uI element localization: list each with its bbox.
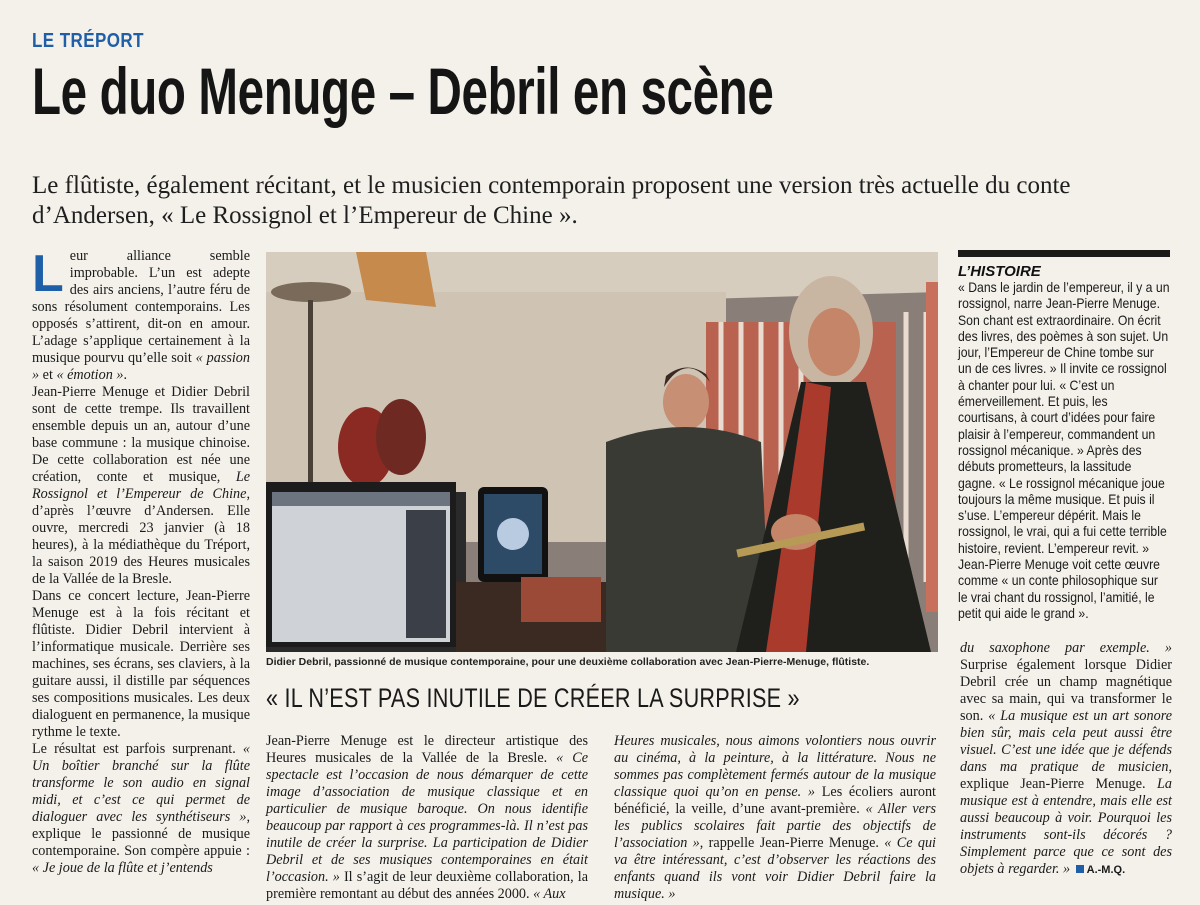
text: , d’après l’œuvre d’Andersen. Elle ouvre, mercredi 23 janvier (à 18 heures), à la médiathèque du Tréport, la saison 2019 des Heures musicales de la Vallée de la Bresle.	[32, 486, 250, 587]
paragraph	[32, 245, 250, 384]
body-column-1	[32, 245, 250, 877]
text: .	[123, 367, 127, 383]
sidebar-title: L’HISTOIRE	[958, 263, 1041, 280]
article-standfirst: Le flûtiste, également récitant, et le musicien contemporain proposent une version très actuelle du conte d’Andersen, « Le Rossignol et l’Empereur de Chine ».	[32, 172, 1071, 229]
text: Le Rossignol et l’Empereur de Chine	[32, 469, 250, 502]
paragraph	[614, 733, 936, 903]
text: Il s’agit de leur deuxième collaboration, la première remontant au début des années 2000.	[266, 869, 588, 902]
sidebar-text: « Dans le jardin de l’empereur, il y a un rossignol, narre Jean-Pierre Menuge. Son chant est extraordinaire. On écrit des livres, des poèmes à son sujet. Un jour, l’Empereur de Chine tombe sur un de ces livres. » Il invite ce rossignol à chanter pour lui. « C’est un émerveillement. Et puis, les courtisans, à court d’idées pour faire plaisir à l’empereur, commandent un rossignol mécanique. » Après des débuts prometteurs, la lassitude gagne. « Le rossignol mécanique joue toujours la même musique. Et puis il s’use. L’empereur dépérit. Mais le rossignol, le vrai, qui a fui cette terrible histoire, revient. L’empereur revit. » Jean-Pierre Menuge voit cette œuvre comme « un conte philosophique sur le vrai chant du rossignol, l’amitié, le petit qui aide le grand ».	[958, 280, 1170, 621]
signature-square-icon	[1076, 865, 1084, 873]
paragraph	[960, 640, 1172, 879]
text: , explique Jean-Pierre Menuge.	[960, 759, 1172, 792]
text: « Aller vers les publics scolaires fait partie des objectifs de l’association »	[614, 801, 936, 851]
text: « émotion »	[56, 367, 124, 383]
text: Le résultat est parfois surprenant.	[32, 741, 243, 757]
drop-cap: L	[32, 245, 64, 303]
paragraph	[32, 741, 250, 877]
text: Surprise également lorsque Didier Debril crée un champ magnétique avec sa main, qui va transformer le son.	[960, 657, 1172, 724]
paragraph	[266, 733, 588, 903]
text: « Ce spectacle est l’occasion de nous démarquer de cette image d’association de musique classique et en particulier de musique baroque. On nous identifie beaucoup par rapport à ces programmes-là. Il n’est pas inutile de créer la surprise. La participation de Didier Debril et de ses musiques contemporaines en était l’occasion. »	[266, 750, 588, 885]
pull-quote: « IL N’EST PAS INUTILE DE CRÉER LA SURPRISE »	[266, 683, 800, 713]
text: , rappelle Jean-Pierre Menuge.	[699, 835, 885, 851]
article-photo	[266, 252, 938, 652]
text: Heures musicales, nous aimons volontiers nous ouvrir au cinéma, à la peinture, à la littérature. Nous ne sommes pas complètement fermés autour de la musique classique quoi qu’on en pense. »	[614, 733, 936, 800]
text: Jean-Pierre Menuge est le directeur artistique des Heures musicales de la Vallée de la Bresle.	[266, 733, 588, 766]
text: « Je joue de la flûte et j’entends	[32, 860, 213, 876]
text: , explique le passionné de musique contemporaine. Son compère appuie :	[32, 809, 250, 859]
paragraph: Dans ce concert lecture, Jean-Pierre Menuge est à la fois récitant et flûtiste. Didier Debril intervient à l’informatique musicale. Derrière ses machines, ses écrans, ses claviers, à la guitare aussi, il distille par séquences ses compositions musicales. Les deux dialoguent en permanence, la musique rythme le texte.	[32, 588, 250, 740]
text: « Aux	[533, 886, 566, 902]
author-signature: A.-M.Q.	[1086, 864, 1126, 876]
text: « La musique est un art sonore bien sûr, mais cela peut aussi être visuel. C’est une idée que je défends dans ma pratique de musicien	[960, 708, 1172, 775]
text: et	[39, 367, 57, 383]
paragraph	[32, 384, 250, 588]
article-headline: Le duo Menuge – Debril en scène	[32, 54, 774, 128]
body-column-2	[266, 733, 588, 903]
sidebar-rule	[958, 250, 1170, 257]
body-column-3	[614, 733, 936, 903]
text: du saxophone par exemple. »	[960, 640, 1172, 656]
photo-caption: Didier Debril, passionné de musique contemporaine, pour une deuxième collaboration avec Jean-Pierre-Menuge, flûtiste.	[266, 656, 870, 668]
text: Jean-Pierre Menuge et Didier Debril sont de cette trempe. Ils travaillent ensemble depuis un an, autour d’une base commune : la musique chinoise. De cette collaboration est née une création, conte et musique,	[32, 384, 250, 485]
section-rubric: LE TRÉPORT	[32, 30, 144, 52]
text: « Un boîtier branché sur la flûte transforme le son audio en signal midi, et c’est ce qui permet de dialoguer avec les synthétiseurs »	[32, 741, 250, 825]
text: « passion »	[32, 350, 250, 383]
text: « Ce qui va être intéressant, c’est d’observer les réactions des enfants quand ils vont voir Didier Debril faire la musique. »	[614, 835, 936, 902]
text: eur alliance semble improbable. L’un est adepte des airs anciens, l’autre féru de sons résolument contemporains. Les opposés s’attirent, dit-on en amour. L’adage s’applique certainement à la musique pourvu qu’elle soit	[32, 248, 250, 366]
text: La musique est à entendre, mais elle est aussi beaucoup à voir. Pourquoi les instruments sont-ils décorés ? Simplement parce que ce sont des objets à regarder. »	[960, 776, 1172, 877]
bleed-through-text	[930, 65, 942, 134]
text: Les écoliers auront bénéficié, la veille, d’une avant-première.	[614, 784, 936, 817]
body-column-4	[960, 640, 1172, 879]
